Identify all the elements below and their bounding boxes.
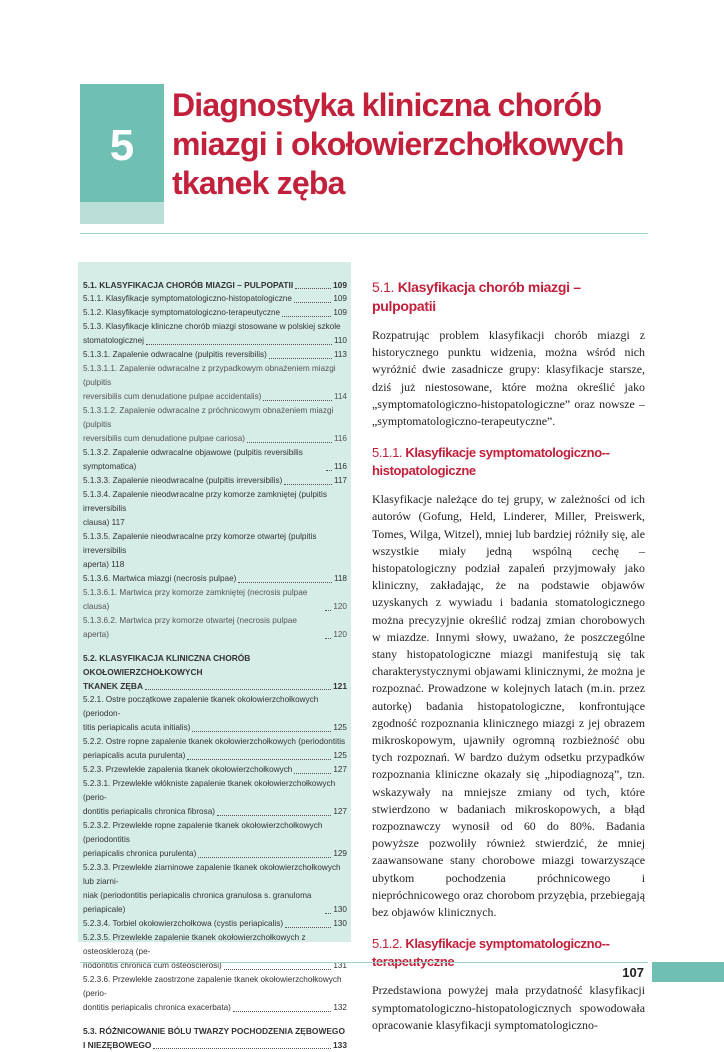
toc-entry-text: riodontitis chronica cum osteosclerosi) [83, 961, 222, 970]
toc-entry-text: clausa) 117 [83, 518, 125, 527]
toc-page-number: 132 [333, 1003, 347, 1012]
toc-entry-text: 5.1.3.6. Martwica miazgi (necrosis pulpae) [83, 574, 237, 583]
section-number: 5.1. [372, 279, 395, 295]
toc-leader-dots [217, 815, 331, 816]
toc-entry[interactable] [83, 404, 347, 432]
chapter-title-line: Diagnostyka kliniczna chorób [172, 87, 602, 123]
toc-entry[interactable] [83, 432, 347, 446]
toc-entry-text: TKANEK ZĘBA [83, 681, 144, 691]
toc-entry[interactable] [83, 1001, 347, 1015]
toc-entry[interactable] [83, 651, 347, 679]
toc-page-number: 109 [333, 280, 347, 290]
toc-page-number: 125 [333, 723, 347, 732]
toc-spacer [83, 1015, 347, 1024]
subsection-title: Klasyfikacje symptomatologiczno--terapeutyczne [372, 936, 610, 970]
toc-page-number: 133 [333, 1040, 347, 1050]
toc-entry[interactable] [83, 679, 347, 693]
toc-entry-text: 5.1.3.6.2. Martwica przy komorze otwartej (necrosis pulpae aperta) [83, 616, 297, 639]
toc-entry-text: aperta) 118 [83, 560, 125, 569]
toc-entry-text: 5.1.3.1. Zapalenie odwracalne (pulpitis reversibilis) [83, 350, 267, 359]
toc-entry-text: reversibilis cum denudatione pulpae accidentalis) [83, 392, 262, 401]
toc-entry[interactable] [83, 572, 347, 586]
table-of-contents [83, 278, 347, 1052]
toc-leader-dots [247, 442, 332, 443]
toc-leader-dots [269, 358, 332, 359]
toc-leader-dots [326, 470, 332, 471]
main-content [372, 278, 645, 1034]
toc-entry-text: stomatologicznej [83, 336, 144, 345]
toc-leader-dots [233, 1011, 331, 1012]
toc-entry-text: 5.2.3.4. Torbiel okołowierzchołkowa (cystis periapicalis) [83, 919, 284, 928]
toc-page-number: 118 [333, 574, 347, 583]
toc-entry[interactable] [83, 516, 347, 530]
toc-page-number: 131 [333, 961, 347, 970]
toc-entry-text: 5.1.3. Klasyfikacje kliniczne chorób miazgi stosowane w polskiej szkole [83, 322, 341, 331]
toc-leader-dots [294, 773, 331, 774]
toc-entry-text: 5.2.3.2. Przewlekłe ropne zapalenie tkanek okołowierzchołkowych (periodontitis [83, 821, 323, 844]
toc-leader-dots [238, 582, 332, 583]
toc-entry[interactable] [83, 777, 347, 805]
toc-entry-text: niak (periodontitis periapicalis chronica granulosa s. granuloma periapicale) [83, 891, 312, 914]
toc-entry[interactable] [83, 530, 347, 558]
toc-leader-dots [224, 969, 332, 970]
toc-entry-text: 5.1.2. Klasyfikacje symptomatologiczno-terapeutyczne [83, 308, 281, 317]
toc-entry[interactable] [83, 889, 347, 917]
toc-leader-dots [285, 927, 331, 928]
toc-page-number: 125 [333, 751, 347, 760]
toc-leader-dots [198, 857, 331, 858]
chapter-title-line: miazgi i okołowierzchołkowych [172, 126, 624, 162]
toc-entry-text: 5.2.2. Ostre ropne zapalenie tkanek okołowierzchołkowych (periodontitis [83, 737, 346, 746]
toc-page-number: 109 [333, 294, 347, 303]
toc-entry-text: 5.2.3.3. Przewlekłe ziarninowe zapalenie tkanek okołowierzchołkowych lub ziarni- [83, 863, 341, 886]
subsection-number: 5.1.2. [372, 936, 403, 952]
toc-leader-dots [325, 610, 331, 611]
toc-page-number: 127 [333, 765, 347, 774]
toc-entry-text: I NIEZĘBOWEGO [83, 1040, 152, 1050]
toc-entry[interactable] [83, 292, 347, 306]
toc-leader-dots [295, 288, 331, 289]
toc-entry-text: periapicalis acuta purulenta) [83, 751, 186, 760]
chapter-number: 5 [109, 121, 135, 170]
toc-entry-text: 5.1. KLASYFIKACJA CHORÓB MIAZGI – PULPOPATII [83, 280, 294, 290]
toc-leader-dots [145, 689, 331, 690]
header-divider [80, 233, 648, 234]
toc-page-number: 113 [333, 350, 347, 359]
toc-entry-text: dontitis periapicalis chronica exacerbata) [83, 1003, 231, 1012]
toc-page-number: 117 [333, 476, 347, 485]
section-heading [372, 278, 645, 316]
toc-page-number: 110 [333, 336, 347, 345]
toc-page-number: 130 [333, 905, 347, 914]
toc-entry-text: 5.1.1. Klasyfikacje symptomatologiczno-histopatologiczne [83, 294, 292, 303]
toc-page-number: 109 [333, 308, 347, 317]
toc-leader-dots [325, 913, 331, 914]
toc-entry[interactable] [83, 586, 347, 614]
toc-entry[interactable] [83, 805, 347, 819]
toc-page-number: 129 [333, 849, 347, 858]
toc-entry[interactable] [83, 488, 347, 516]
chapter-accent-block [80, 202, 164, 224]
toc-entry[interactable] [83, 819, 347, 847]
toc-leader-dots [294, 302, 331, 303]
toc-leader-dots [263, 400, 332, 401]
toc-spacer [83, 642, 347, 651]
toc-entry[interactable] [83, 721, 347, 735]
toc-page-number: 127 [333, 807, 347, 816]
toc-entry[interactable] [83, 334, 347, 348]
subsection-paragraph: Przedstawiona powyżej mała przydatność klasyfikacji symptomatologiczno-histopatologicznych spowodowała opracowanie klasyfikacji symptomatologiczno- [372, 983, 645, 1032]
toc-entry-text: 5.1.3.3. Zapalenie nieodwracalne (pulpitis irreversibilis) [83, 476, 283, 485]
subsection-paragraph: Klasyfikacje należące do tej grupy, w zależności od ich autorów (Gofung, Held, Linderer, Miller, Preiswerk, Tomes, Wilga, Witzel), mniej lub bardziej różniły się, ale wszystkie miały jedną wspólną cechę – histopatologiczny podział zapaleń przyjmowały jako kliniczny, zakładając, że na podstawie objawów uzyskanych z wywiadu i badania stomatologicznego można precyzyjnie określić rodzaj zmian chorobowych w miazdze. Innymi słowy, uważano, że poszczególne stany histopatologiczne miazgi manifestują się tak charakterystycznymi objawami klinicznymi, że można je rozpoznać. Prowadzone w kolejnych latach (m.in. przez autorkę) badania histopatologiczne, konfrontujące zgodność rozpoznania klinicznego miazgi z jej obrazem mikroskopowym, ujawniły ogromną rozbieżność obu tych rozpoznań. W bardzo dużym odsetku przypadków rozpoznania kliniczne okazały się „hipodiagnozą”, tzn. wskazywały na mniejsze zmiany od tych, które stwierdzono w badaniach mikroskopowych, a błąd rozpoznawczy wynosił od 60 do 80%. Badania powyższe pozwoliły również stwierdzić, że mniej zaawansowane stany chorobowe miazgi towarzyszące ubytkom pochodzenia próchnicowego i niepróchnicowego oraz chorobom przyzębia, przebiegają bez objawów klinicznych. [372, 492, 645, 920]
toc-entry-text: 5.3. RÓŻNICOWANIE BÓLU TWARZY POCHODZENIA ZĘBOWEGO [83, 1026, 345, 1036]
toc-entry[interactable] [83, 749, 347, 763]
toc-entry-text: 5.2.3.5. Przewlekłe zapalenie tkanek okołowierzchołkowych z osteosklerozą (pe- [83, 933, 306, 956]
toc-entry[interactable] [83, 320, 347, 334]
toc-leader-dots [284, 484, 332, 485]
subsection-title: Klasyfikacje symptomatologiczno--histopatologiczne [372, 445, 610, 479]
toc-leader-dots [153, 1048, 331, 1049]
subsection-heading [372, 444, 645, 480]
chapter-number-box [80, 84, 164, 224]
toc-leader-dots [187, 759, 331, 760]
footer-divider [80, 962, 648, 963]
toc-page-number: 116 [333, 462, 347, 471]
toc-entry[interactable] [83, 278, 347, 292]
page-number: 107 [622, 965, 644, 980]
toc-entry[interactable] [83, 973, 347, 1001]
toc-entry-text: 5.2.3.6. Przewlekłe zaostrzone zapalenie tkanek okołowierzchołkowych (perio- [83, 975, 342, 998]
toc-page-number: 121 [333, 681, 347, 691]
toc-entry-text: 5.2.3.1. Przewlekłe włókniste zapalenie tkanek okołowierzchołkowych (perio- [83, 779, 336, 802]
toc-leader-dots [192, 731, 331, 732]
toc-entry[interactable] [83, 735, 347, 749]
toc-entry-text: reversibilis cum denudatione pulpae cariosa) [83, 434, 246, 443]
toc-entry-text: dontitis periapicalis chronica fibrosa) [83, 807, 215, 816]
toc-entry-text: 5.2.1. Ostre początkowe zapalenie tkanek okołowierzchołkowych (periodon- [83, 695, 319, 718]
toc-entry[interactable] [83, 931, 347, 959]
toc-entry-text: 5.1.3.6.1. Martwica przy komorze zamkniętej (necrosis pulpae clausa) [83, 588, 308, 611]
toc-entry[interactable] [83, 348, 347, 362]
toc-leader-dots [146, 344, 332, 345]
section-paragraph: Rozpatrując problem klasyfikacji chorób miazgi z historycznego punktu widzenia, można wśród nich wyróżnić dwie zasadnicze grupy: klasyfikacje starsze, dziś już niestosowane, które można określić jako „symptomatologiczno-histopatologiczne” oraz nowsze – „symptomatologiczno-terapeutyczne”. [372, 328, 645, 429]
toc-leader-dots [325, 638, 331, 639]
chapter-title [172, 86, 642, 203]
toc-entry[interactable] [83, 446, 347, 474]
chapter-title-line: tkanek zęba [172, 165, 345, 201]
toc-entry-text: 5.1.3.5. Zapalenie nieodwracalne przy komorze otwartej (pulpitis irreversibilis [83, 532, 317, 555]
toc-entry[interactable] [83, 763, 347, 777]
toc-entry[interactable] [83, 693, 347, 721]
toc-entry[interactable] [83, 558, 347, 572]
toc-entry-text: periapicalis chronica purulenta) [83, 849, 197, 858]
toc-entry-text: 5.2. KLASYFIKACJA KLINICZNA CHORÓB OKOŁOWIERZCHOŁKOWYCH [83, 653, 251, 677]
toc-entry[interactable] [83, 917, 347, 931]
toc-entry-text: 5.2.3. Przewlekłe zapalenia tkanek okołowierzchołkowych [83, 765, 293, 774]
toc-entry[interactable] [83, 861, 347, 889]
toc-entry[interactable] [83, 390, 347, 404]
toc-leader-dots [282, 316, 331, 317]
toc-entry-text: titis periapicalis acuta initialis) [83, 723, 191, 732]
footer-accent-tab [652, 962, 724, 982]
toc-page-number: 120 [333, 602, 347, 611]
toc-entry-text: 5.1.3.1.1. Zapalenie odwracalne z przypadkowym obnażeniem miazgi (pulpitis [83, 364, 336, 387]
toc-entry-text: 5.1.3.2. Zapalenie odwracalne objawowe (pulpitis reversibilis symptomatica) [83, 448, 303, 471]
section-title: Klasyfikacja chorób miazgi – pulpopatii [372, 279, 581, 314]
toc-entry[interactable] [83, 1024, 347, 1038]
toc-entry-text: 5.1.3.1.2. Zapalenie odwracalne z próchnicowym obnażeniem miazgi (pulpitis [83, 406, 334, 429]
toc-entry-text: 5.1.3.4. Zapalenie nieodwracalne przy komorze zamkniętej (pulpitis irreversibilis [83, 490, 327, 513]
toc-page-number: 114 [333, 392, 347, 401]
toc-page-number: 120 [333, 630, 347, 639]
toc-entry[interactable] [83, 362, 347, 390]
toc-page-number: 116 [333, 434, 347, 443]
toc-entry[interactable] [83, 847, 347, 861]
toc-entry[interactable] [83, 614, 347, 642]
chapter-number-block [80, 84, 164, 202]
toc-page-number: 130 [333, 919, 347, 928]
toc-entry[interactable] [83, 474, 347, 488]
subsection-number: 5.1.1. [372, 445, 403, 461]
toc-entry[interactable] [83, 1038, 347, 1052]
toc-entry[interactable] [83, 306, 347, 320]
